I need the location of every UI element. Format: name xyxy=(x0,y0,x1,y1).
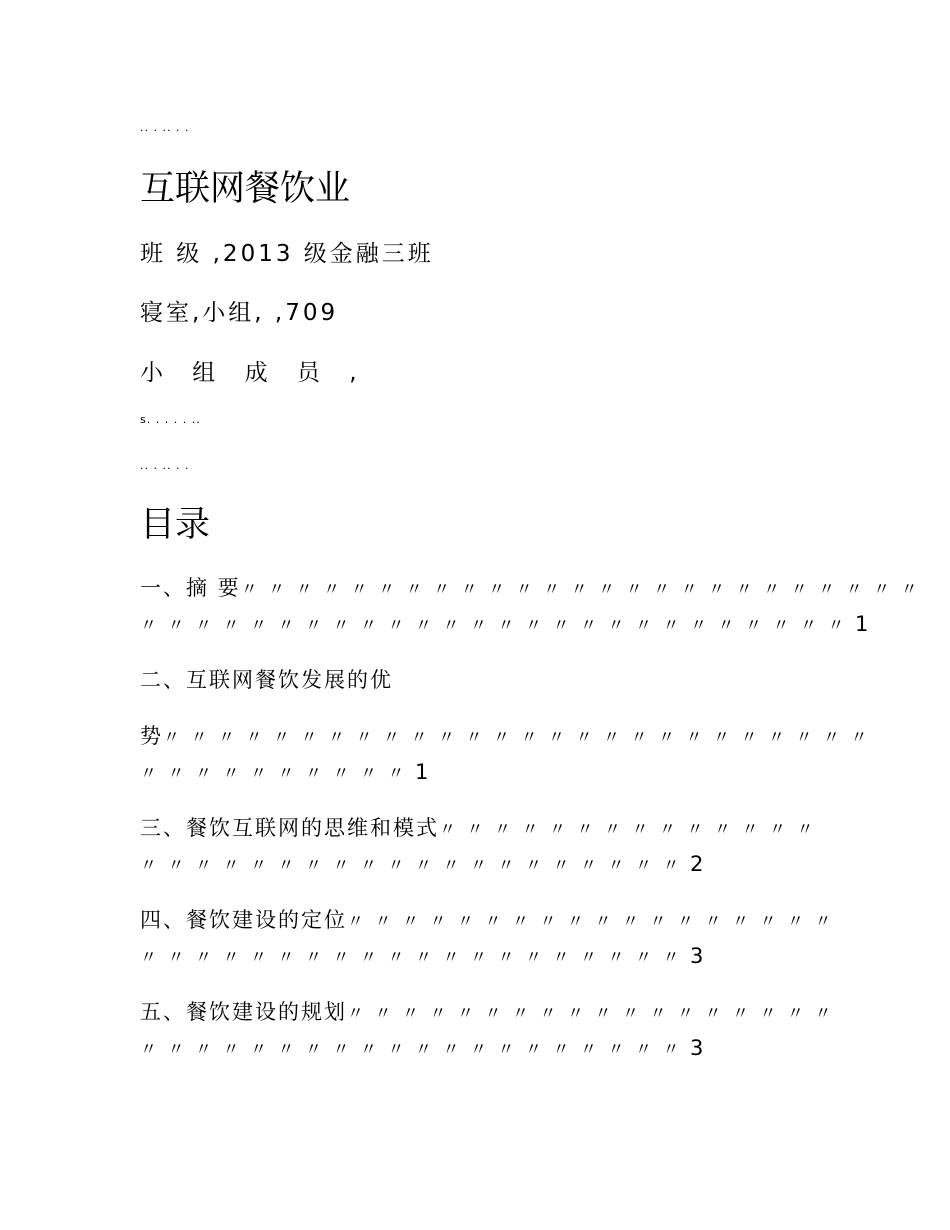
toc-entry-4-line-1[interactable] xyxy=(140,910,842,931)
toc-entry-label: 势 xyxy=(140,724,163,748)
members-line: 小 组 成 员 , xyxy=(140,360,368,386)
toc-entry-3-line-2[interactable] xyxy=(140,854,705,875)
class-line: 班 级 ,2013 级金融三班 xyxy=(140,241,434,267)
toc-leader: 〃〃〃〃〃〃〃〃〃〃〃〃〃〃 xyxy=(439,820,824,840)
toc-leader: 〃〃〃〃〃〃〃〃〃〃 xyxy=(140,764,415,784)
toc-entry-3-line-1[interactable] xyxy=(140,818,824,839)
toc-page-number: 3 xyxy=(690,944,706,968)
toc-entry-label: 三、餐饮互联网的思维和模式 xyxy=(140,816,439,840)
toc-leader: 〃〃〃〃〃〃〃〃〃〃〃〃〃〃〃〃〃〃 xyxy=(347,1004,842,1024)
toc-leader: 〃〃〃〃〃〃〃〃〃〃〃〃〃〃〃〃〃〃〃〃 xyxy=(140,1040,690,1060)
toc-entry-1-line-1[interactable] xyxy=(140,578,928,599)
toc-entry-2-line-2[interactable] xyxy=(140,762,430,783)
toc-page-number: 3 xyxy=(690,1036,706,1060)
dorm-line: 寝室,小组, ,709 xyxy=(140,300,339,326)
toc-page-number: 1 xyxy=(415,760,431,784)
toc-leader: 〃〃〃〃〃〃〃〃〃〃〃〃〃〃〃〃〃〃〃〃〃〃〃〃〃 xyxy=(240,580,929,600)
toc-page-number: 1 xyxy=(855,612,871,636)
toc-entry-5-line-2[interactable] xyxy=(140,1038,705,1059)
toc-entry-2-line-1[interactable] xyxy=(140,726,878,747)
toc-entry-1-line-2[interactable] xyxy=(140,614,870,635)
s-line: s. . . . . .. xyxy=(140,413,201,426)
toc-entry-label: 一、摘 要 xyxy=(140,576,241,600)
toc-leader: 〃〃〃〃〃〃〃〃〃〃〃〃〃〃〃〃〃〃〃〃 xyxy=(140,948,690,968)
footer-marker: .. . .. . . xyxy=(140,459,190,472)
toc-entry-2-heading[interactable]: 二、互联网餐饮发展的优 xyxy=(140,668,393,692)
header-marker: .. . .. . . xyxy=(140,121,190,134)
toc-entry-label: 五、餐饮建设的规划 xyxy=(140,1000,347,1024)
toc-leader: 〃〃〃〃〃〃〃〃〃〃〃〃〃〃〃〃〃〃〃〃 xyxy=(140,856,690,876)
toc-leader: 〃〃〃〃〃〃〃〃〃〃〃〃〃〃〃〃〃〃〃〃〃〃〃〃〃〃 xyxy=(140,616,855,636)
document-title: 互联网餐饮业 xyxy=(140,169,351,209)
toc-entry-label: 四、餐饮建设的定位 xyxy=(140,908,347,932)
toc-entry-5-line-1[interactable] xyxy=(140,1002,842,1023)
toc-leader: 〃〃〃〃〃〃〃〃〃〃〃〃〃〃〃〃〃〃 xyxy=(347,912,842,932)
toc-leader: 〃〃〃〃〃〃〃〃〃〃〃〃〃〃〃〃〃〃〃〃〃〃〃〃〃〃 xyxy=(163,728,878,748)
toc-page-number: 2 xyxy=(690,852,706,876)
toc-entry-4-line-2[interactable] xyxy=(140,946,705,967)
toc-heading: 目录 xyxy=(140,505,211,545)
